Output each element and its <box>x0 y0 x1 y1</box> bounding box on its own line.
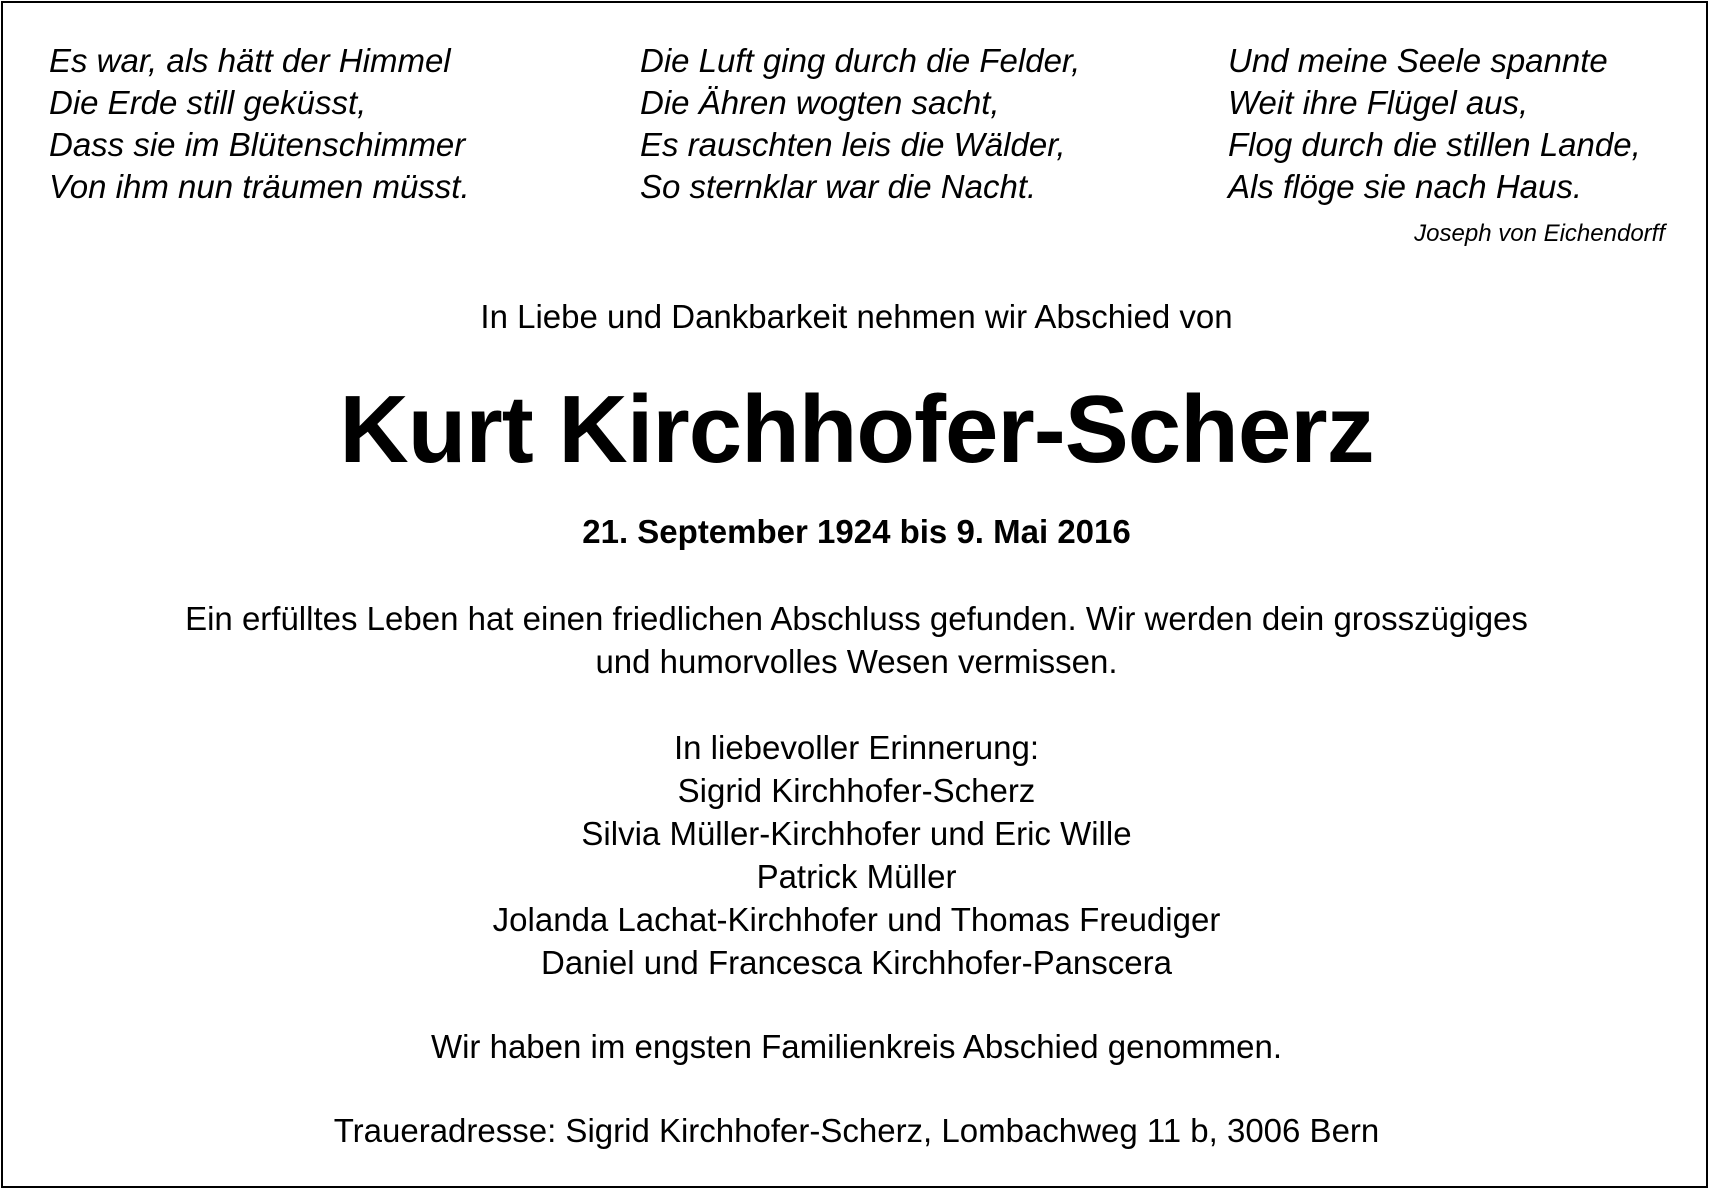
poem-stanza-3 <box>1228 40 1641 208</box>
poem-line: Von ihm nun träumen müsst. <box>49 168 470 205</box>
poem-line: Dass sie im Blütenschimmer <box>49 126 466 163</box>
tribute-line: und humorvolles Wesen vermissen. <box>595 643 1118 680</box>
poem-author: Joseph von Eichendorff <box>1414 220 1665 247</box>
mourner-name: Silvia Müller-Kirchhofer und Eric Wille <box>581 815 1132 852</box>
poem-line: Als flöge sie nach Haus. <box>1228 168 1583 205</box>
closing-text: Wir haben im engsten Familienkreis Abschied genommen. <box>430 1028 1283 1065</box>
remembrance-heading: In liebevoller Erinnerung: <box>673 729 1040 766</box>
mourner-name: Sigrid Kirchhofer-Scherz <box>677 772 1036 809</box>
mourning-address: Traueradresse: Sigrid Kirchhofer-Scherz, Lombachweg 11 b, 3006 Bern <box>333 1112 1380 1149</box>
deceased-name: Kurt Kirchhofer-Scherz <box>339 376 1374 483</box>
intro-text: In Liebe und Dankbarkeit nehmen wir Abschied von <box>480 298 1233 335</box>
tribute-line: Ein erfülltes Leben hat einen friedlichen Abschluss gefunden. Wir werden dein grosszügiges <box>185 600 1528 637</box>
poem-line: Die Erde still geküsst, <box>49 84 367 121</box>
poem-line: Und meine Seele spannte <box>1228 42 1608 79</box>
poem-line: Die Ähren wogten sacht, <box>640 84 1000 121</box>
poem-line: Die Luft ging durch die Felder, <box>640 42 1081 79</box>
poem-line: Weit ihre Flügel aus, <box>1228 84 1529 121</box>
poem-line: So sternklar war die Nacht. <box>640 168 1037 205</box>
life-dates: 21. September 1924 bis 9. Mai 2016 <box>582 513 1131 550</box>
mourner-name: Jolanda Lachat-Kirchhofer und Thomas Freudiger <box>492 901 1221 938</box>
poem-stanza-1 <box>49 40 470 208</box>
poem-line: Es rauschten leis die Wälder, <box>640 126 1066 163</box>
mourner-name: Patrick Müller <box>756 858 957 895</box>
poem-line: Flog durch die stillen Lande, <box>1228 126 1641 163</box>
poem-stanza-2 <box>640 40 1080 208</box>
poem-line: Es war, als hätt der Himmel <box>49 42 451 79</box>
mourners-block <box>0 726 1713 984</box>
mourner-name: Daniel und Francesca Kirchhofer-Panscera <box>541 944 1172 981</box>
tribute-text <box>0 597 1713 683</box>
